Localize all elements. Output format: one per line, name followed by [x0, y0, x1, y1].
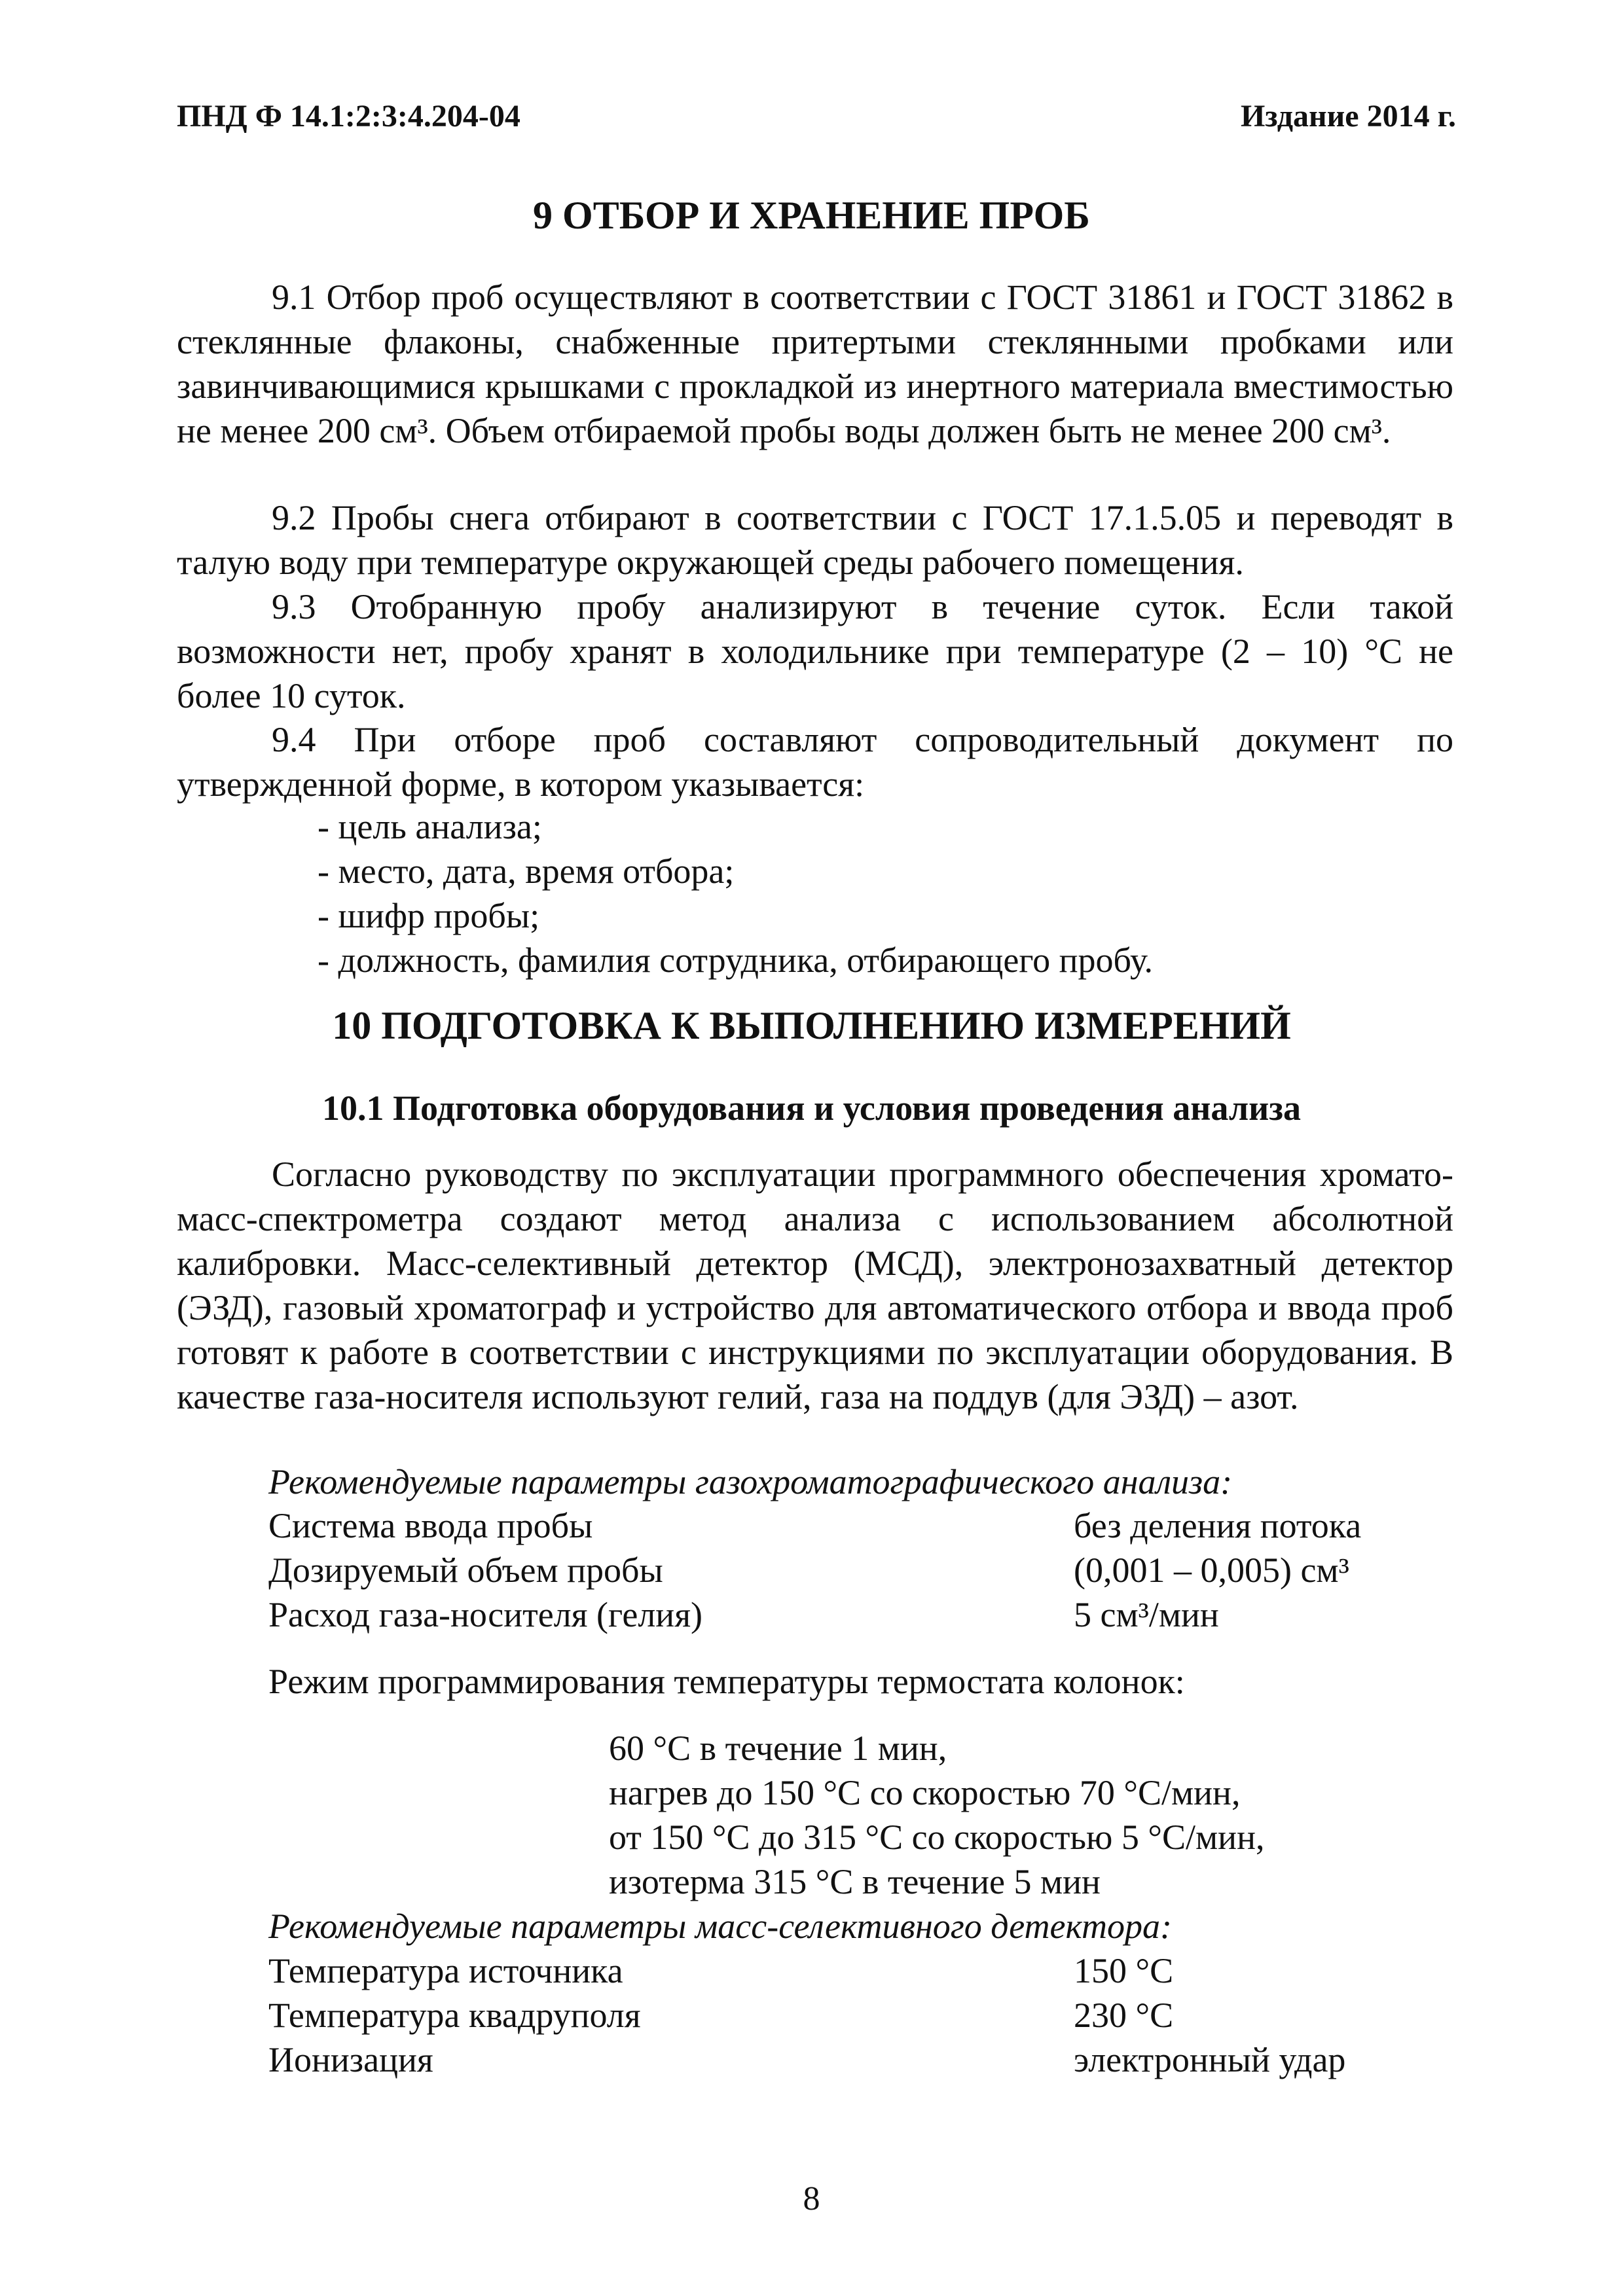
param-label: Система ввода пробы — [268, 1506, 593, 1545]
list-item: - должность, фамилия сотрудника, отбирающего пробу. — [318, 941, 1154, 980]
list-item: - цель анализа; — [318, 807, 542, 846]
paragraph-9-4: 9.4 При отборе проб составляют сопроводительный документ по утвержденной форме, в котором указывается: — [177, 720, 1453, 804]
gc-param-row — [268, 1505, 1447, 1550]
param-label: Ионизация — [268, 2040, 433, 2079]
msd-param-row — [268, 1950, 1447, 1995]
list-item: - место, дата, время отбора; — [318, 852, 735, 891]
paragraph-10-1: Согласно руководству по эксплуатации программного обеспечения хромато-масс-спектрометра создают метод анализа с использованием абсолютной калибровки. Масс-селективный детектор (МСД), электронозахватный детектор (ЭЗД), газовый хроматограф и устройство для автоматического отбора и ввода проб готовят к работе в соответствии с инструкциями по эксплуатации оборудования. В качестве газа-носителя используют гелий, газа на поддув (для ЭЗД) – азот. — [177, 1155, 1453, 1416]
page-number: 8 — [803, 2180, 820, 2217]
paragraph-9-2: 9.2 Пробы снега отбирают в соответствии с ГОСТ 17.1.5.05 и переводят в талую воду при температуре окружающей среды рабочего помещения. — [177, 498, 1453, 582]
param-label: Дозируемый объем пробы — [268, 1551, 663, 1590]
temp-program-step: нагрев до 150 °С со скоростью 70 °С/мин, — [609, 1773, 1241, 1812]
edition-label: Издание 2014 г. — [1240, 99, 1456, 134]
subsection-10-1-title: 10.1 Подготовка оборудования и условия проведения анализа — [322, 1088, 1301, 1128]
msd-param-row — [268, 2039, 1447, 2084]
list-item: - шифр пробы; — [318, 896, 540, 935]
temp-program-step: от 150 °С до 315 °С со скоростью 5 °С/мин, — [609, 1818, 1265, 1857]
paragraph-9-3: 9.3 Отобранную пробу анализируют в течение суток. Если такой возможности нет, пробу хранят в холодильнике при температуре (2 – 10) °С не более 10 суток. — [177, 587, 1453, 715]
msd-params-heading: Рекомендуемые параметры масс-селективного детектора: — [268, 1907, 1173, 1946]
param-label: Температура источника — [268, 1951, 623, 1990]
param-value: без деления потока — [1074, 1506, 1362, 1545]
param-value: 230 °С — [1074, 1996, 1174, 2035]
param-value: 150 °С — [1074, 1951, 1174, 1990]
gc-param-row — [268, 1594, 1447, 1639]
param-label: Расход газа-носителя (гелия) — [268, 1595, 703, 1634]
paragraph-9-1: 9.1 Отбор проб осуществляют в соответствии с ГОСТ 31861 и ГОСТ 31862 в стеклянные флаконы, снабженные притертыми стеклянными пробками или завинчивающимися крышками с прокладкой из инертного материала вместимостью не менее 200 см³. Объем отбираемой пробы воды должен быть не менее 200 см³. — [177, 278, 1453, 450]
temp-program-step: изотерма 315 °С в течение 5 мин — [609, 1862, 1101, 1901]
temp-program-heading: Режим программирования температуры термостата колонок: — [268, 1662, 1185, 1701]
temp-program-step: 60 °С в течение 1 мин, — [609, 1729, 947, 1768]
document-code: ПНД Ф 14.1:2:3:4.204-04 — [177, 99, 520, 134]
param-value: электронный удар — [1074, 2040, 1346, 2079]
msd-param-row — [268, 1995, 1447, 2039]
section-10-title: 10 ПОДГОТОВКА К ВЫПОЛНЕНИЮ ИЗМЕРЕНИЙ — [332, 1004, 1291, 1047]
param-value: (0,001 – 0,005) см³ — [1074, 1551, 1349, 1590]
gc-params-heading: Рекомендуемые параметры газохроматографического анализа: — [268, 1462, 1233, 1501]
param-label: Температура квадруполя — [268, 1996, 641, 2035]
section-9-title: 9 ОТБОР И ХРАНЕНИЕ ПРОБ — [533, 194, 1090, 237]
param-value: 5 см³/мин — [1074, 1595, 1219, 1634]
gc-param-row — [268, 1550, 1447, 1594]
